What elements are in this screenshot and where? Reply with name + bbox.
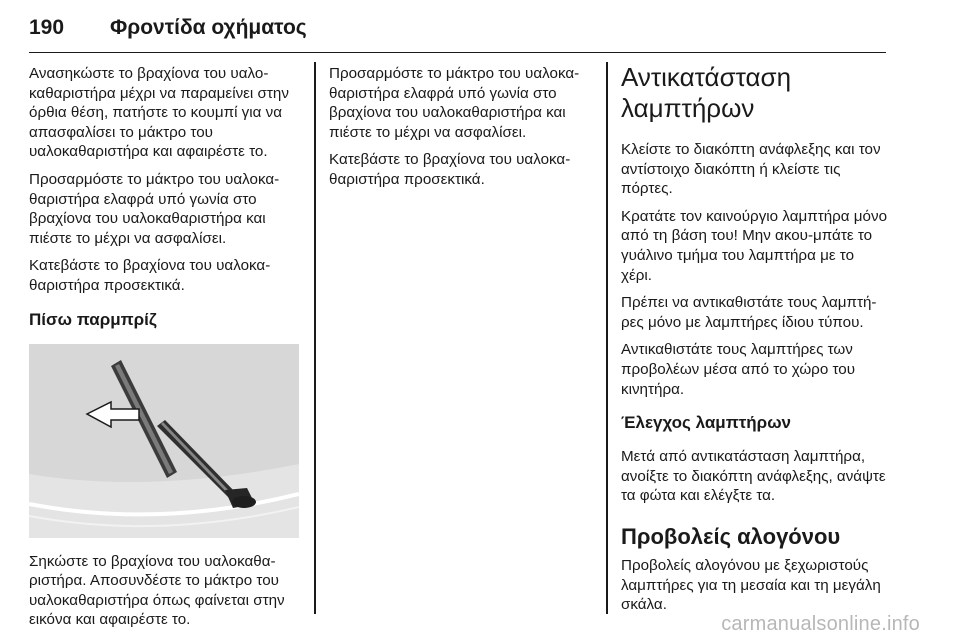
paragraph: Αντικαθιστάτε τους λαμπτήρες των προβολέων μέσα από το χώρο του κινητήρα.: [621, 341, 856, 398]
paragraph: Πρέπει να αντικαθιστάτε τους λαμπτή-ρες μόνο με λαμπτήρες ίδιου τύπου.: [621, 294, 877, 331]
page-number: 190: [29, 16, 65, 39]
paragraph: Κατεβάστε το βραχίονα του υαλοκα-θαριστήρα προσεκτικά.: [329, 151, 571, 188]
running-title: Φροντίδα οχήματος: [110, 16, 307, 39]
paragraph: Προσαρμόστε το μάκτρο του υαλοκα-θαριστήρα ελαφρά υπό γωνία στο βραχίονα του υαλοκαθαριστήρα και πιέστε το μέχρι να ασφαλίσει.: [29, 170, 280, 247]
column-2: [329, 64, 599, 198]
column-1: [29, 64, 299, 638]
paragraph: Ανασηκώστε το βραχίονα του υαλο-καθαριστήρα μέχρι να παραμείνει στην όρθια θέση, πατήστε το κουμπί για να απασφαλίσει το μάκτρο του υαλοκαθαριστήρα και αφαιρέστε το.: [29, 65, 289, 161]
rear-wiper-illustration: [29, 344, 299, 538]
paragraph: Κατεβάστε το βραχίονα του υαλοκα-θαριστήρα προσεκτικά.: [29, 257, 271, 294]
paragraph: Προβολείς αλογόνου με ξεχωριστούς λαμπτήρες για τη μεσαία και τη μεγάλη σκάλα.: [621, 556, 881, 614]
paragraph: Προσαρμόστε το μάκτρο του υαλοκα-θαριστήρα ελαφρά υπό γωνία στο βραχίονα του υαλοκαθαριστήρα και πιέστε το μέχρι να ασφαλίσει.: [329, 65, 580, 141]
section-title-bulb-replacement: [621, 62, 889, 124]
column-divider-2: [606, 62, 608, 614]
paragraph: Μετά από αντικατάσταση λαμπτήρα, ανοίξτε το διακόπτη ανάφλεξης, ανάψτε τα φώτα και ελέγξτε τα.: [621, 448, 886, 505]
subheading-bulb-check: Έλεγχος λαμπτήρων: [621, 413, 792, 433]
paragraph: Κρατάτε τον καινούργιο λαμπτήρα μόνο από τη βάση του! Μην ακου-μπάτε το γυάλινο τμήμα του λαμπτήρα με το χέρι.: [621, 207, 888, 284]
column-3: [621, 62, 889, 623]
title-line-1: Αντικατάσταση: [621, 62, 792, 92]
title-line-2: λαμπτήρων: [621, 93, 755, 123]
section-title-halogen-headlights: Προβολείς αλογόνου: [621, 523, 841, 549]
section-heading-rear-window: Πίσω παρμπρίζ: [29, 309, 157, 329]
watermark: carmanualsonline.info: [721, 613, 920, 635]
paragraph: Κλείστε το διακόπτη ανάφλεξης και τον αντίστοιχο διακόπτη ή κλείστε τις πόρτες.: [621, 141, 881, 198]
paragraph: Σηκώστε το βραχίονα του υαλοκαθα-ριστήρα. Αποσυνδέστε το μάκτρο του υαλοκαθαριστήρα όπως φαίνεται στην εικόνα και αφαιρέστε το.: [29, 552, 285, 629]
column-divider-1: [314, 62, 316, 614]
page-header: [29, 16, 886, 53]
